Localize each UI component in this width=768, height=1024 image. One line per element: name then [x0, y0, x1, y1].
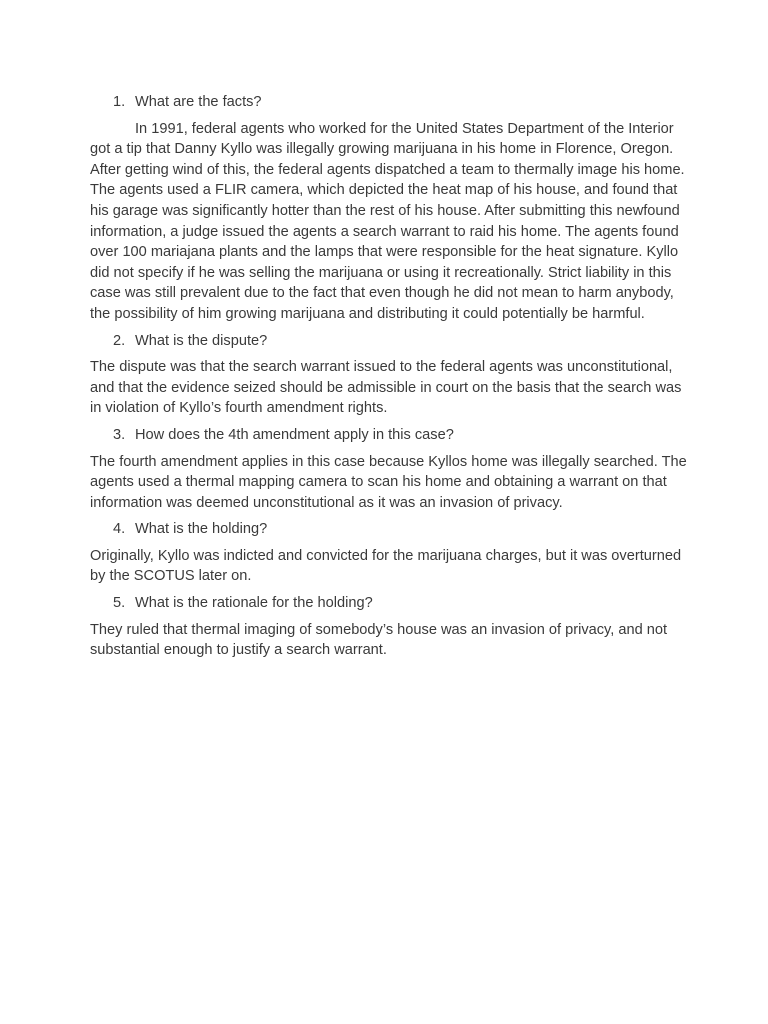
answer-5: They ruled that thermal imaging of somebody’s house was an invasion of privacy, and not substantial enough to justify a search warrant.: [90, 621, 668, 659]
question-3: [90, 425, 690, 446]
question-text: What is the rationale for the holding?: [135, 595, 373, 612]
answer-2: The dispute was that the search warrant issued to the federal agents was unconstitutional, and that the evidence seized should be admissible in court on the basis that the search was in violation of Kyllo’s fourth amendment rights.: [90, 359, 682, 417]
question-2: [90, 331, 690, 352]
question-text: What are the facts?: [135, 94, 262, 110]
answer-4: Originally, Kyllo was indicted and convicted for the marijuana charges, but it was overturned by the SCOTUS later on.: [90, 547, 682, 585]
list-number: 1.: [113, 94, 126, 110]
list-number: 4.: [113, 521, 126, 538]
document-body: [90, 92, 690, 667]
question-4: [90, 519, 690, 540]
list-number: 3.: [113, 426, 126, 443]
list-number: 5.: [113, 595, 126, 612]
question-text: What is the holding?: [135, 521, 268, 538]
list-number: 2.: [113, 332, 126, 349]
question-1: [90, 92, 690, 113]
question-text: What is the dispute?: [135, 332, 268, 349]
question-5: [90, 593, 690, 614]
question-text: How does the 4th amendment apply in this case?: [135, 426, 454, 443]
answer-3: The fourth amendment applies in this case because Kyllos home was illegally searched. The agents used a thermal mapping camera to scan his home and obtaining a warrant on that information was deemed unconstitutional as it was an invasion of privacy.: [90, 453, 687, 511]
answer-1: In 1991, federal agents who worked for the United States Department of the Interior got a tip that Danny Kyllo was illegally growing marijuana in his home in Florence, Oregon. After getting wind of this, the federal agents dispatched a team to thermally image his home. The agents used a FLIR camera, which depicted the heat map of his house, and found that his garage was significantly hotter than the rest of his house. After submitting this newfound information, a judge issued the agents a search warrant to raid his home. The agents found over 100 mariajana plants and the lamps that were responsible for the heat signature. Kyllo did not specify if he was selling the marijuana or using it recreationally. Strict liability in this case was still prevalent due to the fact that even though he did not mean to harm anybody, the possibility of him growing marijuana and distributing it could potentially be harmful.: [90, 120, 685, 322]
